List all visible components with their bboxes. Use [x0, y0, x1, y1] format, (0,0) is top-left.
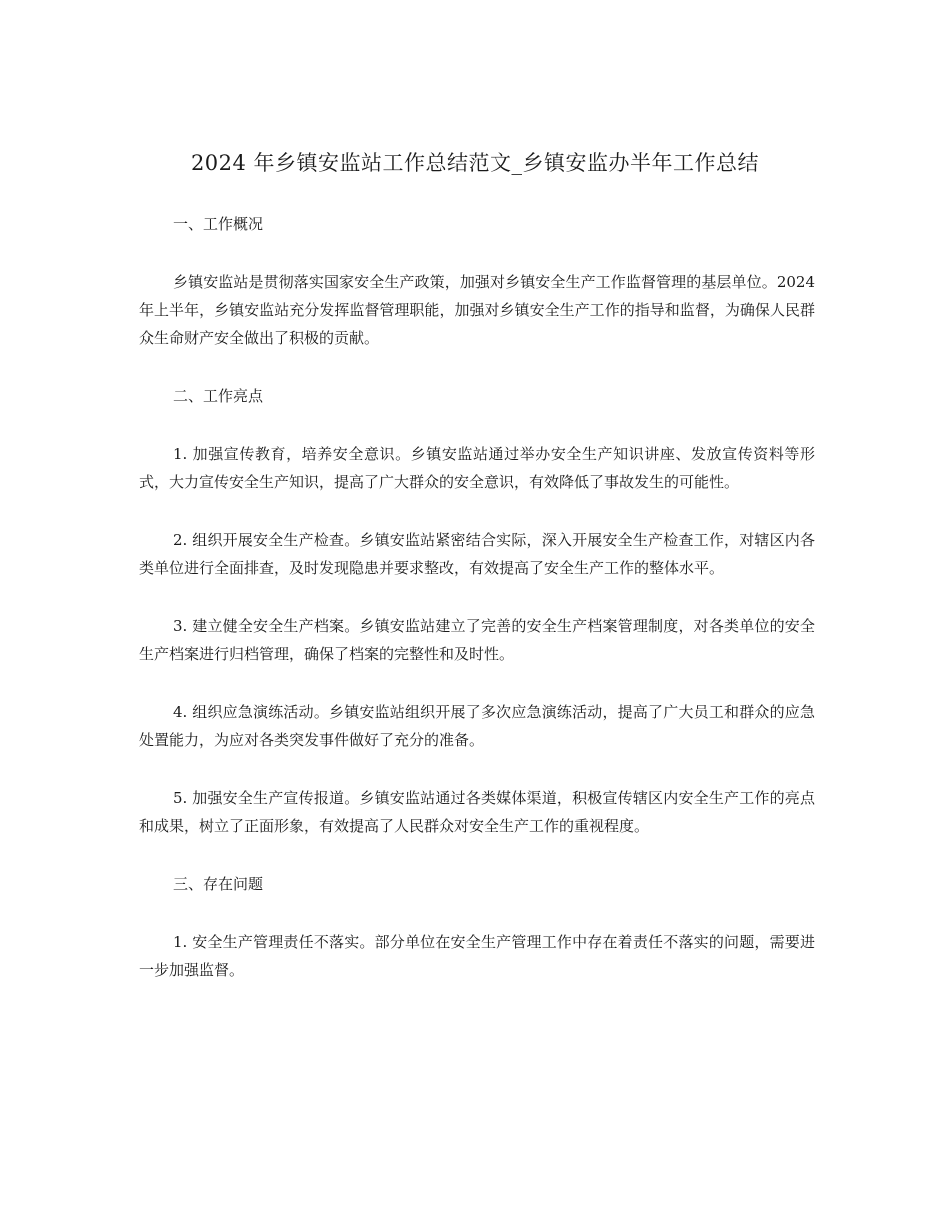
paragraph: 1. 加强宣传教育，培养安全意识。乡镇安监站通过举办安全生产知识讲座、发放宣传资料等形式，大力宣传安全生产知识，提高了广大群众的安全意识，有效降低了事故发生的可能性。: [139, 445, 815, 491]
paragraph: 乡镇安监站是贯彻落实国家安全生产政策，加强对乡镇安全生产工作监督管理的基层单位。2024 年上半年，乡镇安监站充分发挥监督管理职能，加强对乡镇安全生产工作的指导和监督，为确保人民群众生命财产安全做出了积极的贡献。: [139, 273, 815, 347]
paragraph: 1. 安全生产管理责任不落实。部分单位在安全生产管理工作中存在着责任不落实的问题，需要进一步加强监督。: [139, 933, 815, 979]
paragraph: 2. 组织开展安全生产检查。乡镇安监站紧密结合实际，深入开展安全生产检查工作，对辖区内各类单位进行全面排查，及时发现隐患并要求整改，有效提高了安全生产工作的整体水平。: [139, 531, 815, 577]
section-heading: 一、工作概况: [173, 215, 264, 233]
page-title: 2024 年乡镇安监站工作总结范文_乡镇安监办半年工作总结: [190, 151, 760, 175]
section-overview: [139, 210, 815, 352]
section-heading: 二、工作亮点: [173, 387, 264, 405]
section-heading: 三、存在问题: [173, 875, 264, 893]
paragraph: 3. 建立健全安全生产档案。乡镇安监站建立了完善的安全生产档案管理制度，对各类单位的安全生产档案进行归档管理，确保了档案的完整性和及时性。: [139, 617, 815, 663]
paragraph: 4. 组织应急演练活动。乡镇安监站组织开展了多次应急演练活动，提高了广大员工和群众的应急处置能力，为应对各类突发事件做好了充分的准备。: [139, 703, 815, 749]
section-problems: [139, 870, 815, 984]
section-highlights: [139, 382, 815, 840]
paragraph: 5. 加强安全生产宣传报道。乡镇安监站通过各类媒体渠道，积极宣传辖区内安全生产工作的亮点和成果，树立了正面形象，有效提高了人民群众对安全生产工作的重视程度。: [139, 789, 815, 835]
document-body: [139, 210, 815, 1014]
